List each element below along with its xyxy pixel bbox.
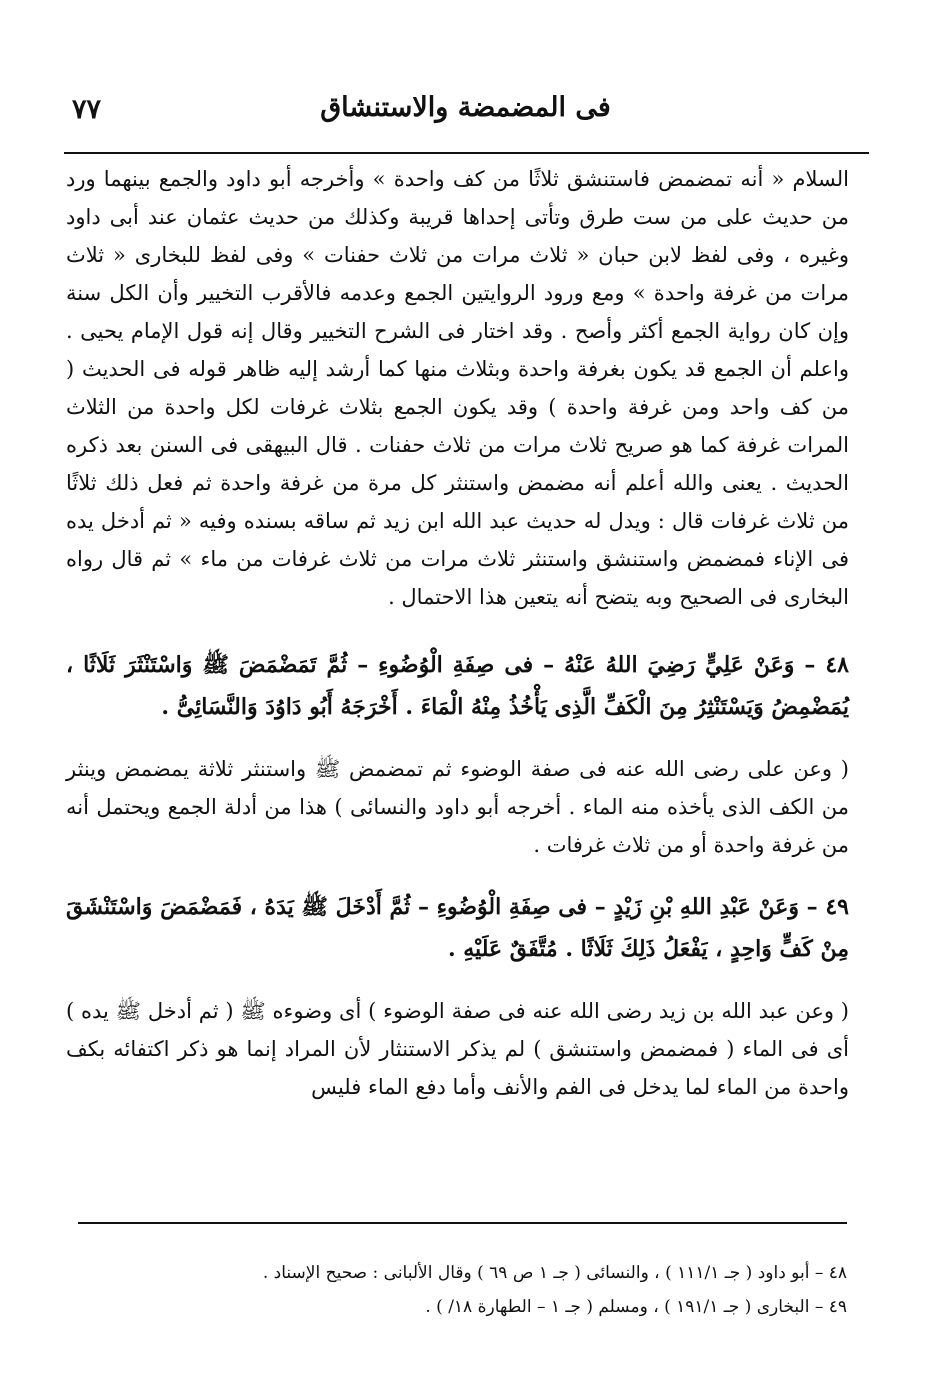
page-number: ٧٧ [72,94,102,125]
running-title: فى المضمضة والاستنشاق [320,92,611,123]
page-header [60,88,871,136]
footnotes [78,1256,847,1324]
commentary-paragraph-1: السلام « أنه تمضمض فاستنشق ثلاثًا من كف واحدة » وأخرجه أبو داود والجمع بينهما ورد من حديث على من ست طرق وتأتى إحداها قريبة وكذلك من حديث عثمان عند أبى داود وغيره ، وفى لفظ لابن حبان « ثلاث مرات من ثلاث حفنات » وفى لفظ للبخارى « ثلاث مرات من غرفة واحدة » ومع ورود الروايتين الجمع وعدمه فالأقرب التخيير وأن الكل سنة وإن كان رواية الجمع أكثر وأصح . وقد اختار فى الشرح التخيير وقال إنه قول الإمام يحيى . واعلم أن الجمع قد يكون بغرفة واحدة وبثلاث منها كما أرشد إليه ظاهر قوله فى الحديث ( من كف واحد ومن غرفة واحدة ) وقد يكون الجمع بثلاث غرفات لكل واحدة من الثلاث المرات غرفة كما هو صريح ثلاث مرات من ثلاث حفنات . قال البيهقى فى السنن بعد ذكره الحديث . يعنى والله أعلم أنه مضمض واستنثر كل مرة من غرفة واحدة ثم فعل ذلك ثلاثًا من ثلاث غرفات قال : ويدل له حديث عبد الله ابن زيد ثم ساقه بسنده وفيه « ثم أدخل يده فى الإناء فمضمض واستنشق واستنثر ثلاث مرات من ثلاث غرفات من ماء » ثم قال رواه البخارى فى الصحيح وبه يتضح أنه يتعين هذا الاحتمال . [66,167,849,609]
hadith-49: ٤٩ – وَعَنْ عَبْدِ اللهِ بْنِ زَيْدٍ – فى صِفَةِ الْوُضُوءِ – ثُمَّ أَدْخَلَ ﷺ يَدَهُ ، فَمَضْمَضَ وَاسْتَنْشَقَ مِنْ كَفٍّ وَاحِدٍ ، يَفْعَلُ ذَلِكَ ثَلَاثًا . مُتَّفَقٌ عَلَيْهِ . [66,894,849,962]
footnote-rule [78,1222,847,1224]
hadith-48: ٤٨ – وَعَنْ عَلِيٍّ رَضِيَ اللهُ عَنْهُ – فى صِفَةِ الْوُضُوءِ – ثُمَّ تَمَضْمَضَ ﷺ وَاسْتَنْثَرَ ثَلَاثًا ، يُمَضْمِضُ وَيَسْتَنْثِرُ مِنَ الْكَفِّ الَّذِى يَأْخُذُ مِنْهُ الْمَاءَ . أَخْرَجَهُ أَبُو دَاوُدَ وَالنَّسَائِىُّ . [66,652,849,720]
footnote-48: ٤٨ – أبو داود ( جـ ١١١/١ ) ، والنسائى ( جـ ١ ص ٦٩ ) وقال الألبانى : صحيح الإسناد . [262,1263,847,1283]
commentary-48: ( وعن على رضى الله عنه فى صفة الوضوء ثم تمضمض ﷺ واستنثر ثلاثة يمضمض وينثر من الكف الذى يأخذه منه الماء . أخرجه أبو داود والنسائى ) هذا من أدلة الجمع ويحتمل أنه من غرفة واحدة أو من ثلاث غرفات . [66,757,849,857]
header-rule [64,152,869,154]
page-body [66,160,849,1106]
commentary-49: ( وعن عبد الله بن زيد رضى الله عنه فى صفة الوضوء ) أى وضوءه ﷺ ( ثم أدخل ﷺ يده ) أى فى الماء ( فمضمض واستنشق ) لم يذكر الاستنثار لأن المراد إنما هو ذكر اكتفائه بكف واحدة من الماء لما يدخل فى الفم والأنف وأما دفع الماء فليس [66,999,849,1099]
footnote-49: ٤٩ – البخارى ( جـ ١٩١/١ ) ، ومسلم ( جـ ١ – الطهارة ١٨/ ) . [425,1297,847,1317]
